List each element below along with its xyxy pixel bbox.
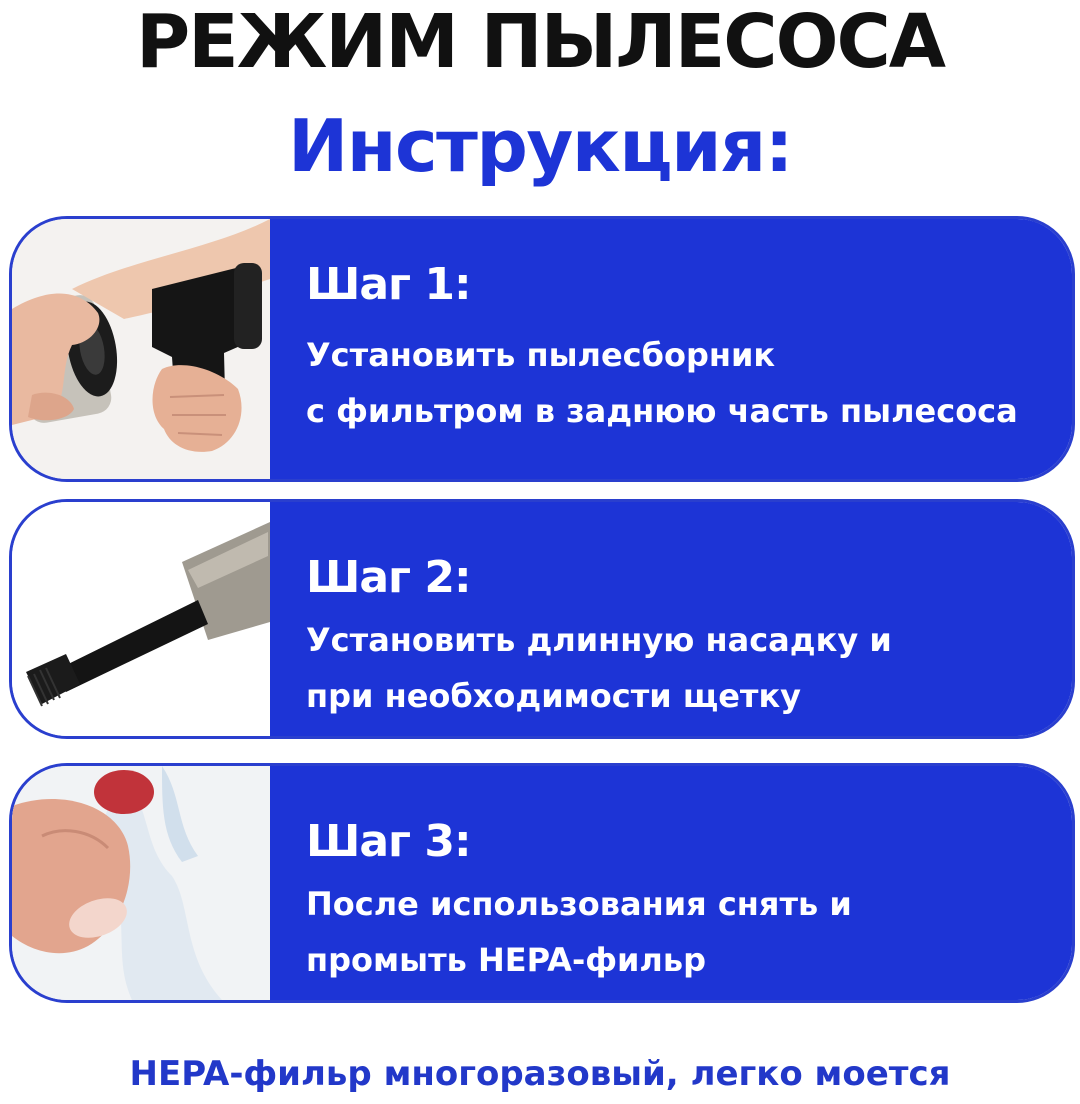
footer-note: HEPA-фильр многоразовый, легко моется (129, 1054, 951, 1094)
washing-hepa-filter-image (12, 766, 270, 1000)
step-card-1 (9, 216, 1075, 482)
step-1-panel (270, 219, 1072, 479)
step-2-photo (12, 502, 270, 736)
step-1-description (306, 327, 1072, 439)
step-3-title: Шаг 3: (306, 816, 471, 867)
step-3-description (306, 876, 1072, 988)
step-3-line-1: После использования снять и (306, 885, 852, 923)
page-subtitle: Инструкция: (287, 104, 793, 188)
step-1-photo (12, 219, 270, 479)
step-1-line-1: Установить пылесборник (306, 336, 776, 374)
step-1-line-2: с фильтром в заднюю часть пылесоса (306, 392, 1018, 430)
step-1-title: Шаг 1: (306, 259, 471, 310)
step-3-photo (12, 766, 270, 1000)
step-card-3 (9, 763, 1075, 1003)
page-title: РЕЖИМ ПЫЛЕСОСА (135, 0, 945, 85)
step-2-line-2: при необходимости щетку (306, 677, 802, 715)
step-2-line-1: Установить длинную насадку и (306, 621, 892, 659)
hands-attaching-dust-container-image (12, 219, 270, 479)
step-3-line-2: промыть HEPA-фильр (306, 941, 706, 979)
step-2-panel (270, 502, 1072, 736)
step-3-panel (270, 766, 1072, 1000)
step-2-description (306, 612, 1072, 724)
vacuum-long-nozzle-brush-image (12, 502, 270, 736)
step-card-2 (9, 499, 1075, 739)
step-2-title: Шаг 2: (306, 552, 471, 603)
